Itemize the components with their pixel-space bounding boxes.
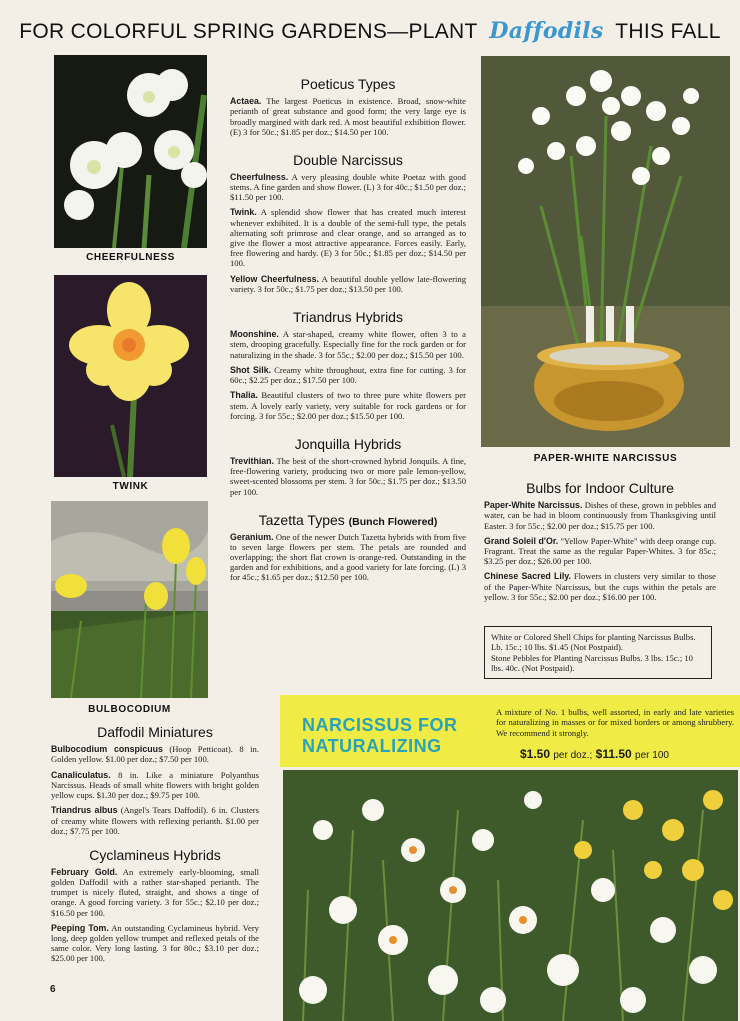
middle-column [230, 76, 466, 588]
twink-photo [54, 275, 207, 477]
header-title-right: THIS FALL [615, 20, 721, 43]
stone-pebbles-text: Stone Pebbles for Planting Narcissus Bulbs. 3 lbs. 15c.; 10 lbs. 40c. (Not Postpaid). [491, 652, 693, 673]
tazetta-entry-geranium: Geranium. One of the newer Dutch Tazetta hybrids with from five to seven large flowers per stem. The petals are rounded and overlapping; the short flat crown is orange-red. Outstanding in the garden and for exhibitions, and a good variety for late forcing. (L) 3 for 45c.; $1.65 per doz.; $12.50 per 100. [230, 531, 466, 583]
header-title-left: FOR COLORFUL SPRING GARDENS—PLANT [19, 20, 478, 43]
indoor-entry-paper-white: Paper-White Narcissus. Dishes of these, grown in pebbles and water, can be had in bloom continuously from Thanksgiving until Easter. 3 for 55c.; $2.00 per doz.; $15.75 per 100. [484, 500, 717, 531]
triandrus-heading: Triandrus Hybrids [293, 309, 403, 326]
paper-white-photo [481, 56, 730, 447]
cyclamineus-entry-february-gold: February Gold. An extremely early-blooming, small golden Daffodil with a rather star-shaped perianth. The trumpet is nicely fluted, straight, and shows a tinge of orange. A good forcing variety. 3 for 55c.; $2.10 per doz.; $16.50 per 100. [51, 866, 259, 918]
tazetta-heading: Tazetta Types (Bunch Flowered) [258, 511, 438, 528]
twink-caption: TWINK [112, 481, 149, 492]
naturalizing-photo [283, 770, 738, 1021]
miniatures-heading: Daffodil Miniatures [97, 724, 213, 740]
miniature-entry-canaliculatus: Canaliculatus. 8 in. Like a miniature Polyanthus Narcissus. Heads of small white flowers with bright golden yellow cups. $1.30 per doz.; $9.75 per 100. [51, 769, 259, 801]
page-number: 6 [50, 984, 56, 995]
miniature-entry-triandrus-albus: Triandrus albus (Angel's Tears Daffodil). 6 in. Clusters of creamy white flowers with reflexing perianth. $1.00 per doz.; $7.75 per 100. [51, 805, 259, 836]
indoor-entry-soleil-dor: Grand Soleil d'Or. "Yellow Paper-White" with deep orange cup. Fragrant. Treat the same as the regular Paper-Whites. 3 for 85c.; $3.25 per doz.; $26.00 per 100. [484, 535, 716, 567]
miniature-entry-bulbocodium: Bulbocodium conspicuus (Hoop Petticoat). 8 in. Golden yellow. $1.00 per doz.; $7.50 per 100. [51, 744, 259, 765]
indoor-culture-column [484, 480, 716, 607]
paper-white-caption: PAPER-WHITE NARCISSUS [533, 453, 678, 464]
left-column [51, 724, 259, 969]
naturalizing-title: NARCISSUS FOR NATURALIZING [302, 715, 458, 756]
indoor-culture-heading: Bulbs for Indoor Culture [526, 480, 674, 496]
poeticus-entry-actaea: Actaea. The largest Poeticus in existence. Broad, snow-white perianth of great substance and good form; the very large eye is broadly margined with dark red. A most beautiful exhibition flower. (E) 3 for 50c.; $1.85 per doz.; $14.50 per 100. [230, 96, 466, 137]
header-title-script: Daffodils [489, 18, 604, 44]
naturalizing-banner [280, 695, 740, 767]
cyclamineus-entry-peeping-tom: Peeping Tom. An outstanding Cyclamineus hybrid. Very long, deep golden yellow trumpet and reflexed petals of the same color. Very long lasting. 3 for 80c.; $3.10 per doz.; $25.00 per 100. [51, 922, 259, 964]
naturalizing-price: $1.50 per doz.; $11.50 per 100 [520, 747, 669, 761]
double-entry-twink: Twink. A splendid show flower that has created much interest whenever exhibited. It is a double of the semi-full type, the petals alternating soft primrose and clear orange, and so arranged as to give the flower a most attractive appearance. Forces easily. Early, free flowering and hardy. (E) 3 for 50c.; $1.85 per doz.; $14.50 per 100. [230, 207, 466, 269]
shell-chips-box [484, 626, 712, 679]
triandrus-entry-thalia: Thalia. Beautiful clusters of two to three pure white flowers per stem. A lovely early variety, very suitable for rock gardens or for forcing. 3 for 55c.; $2.00 per doz.; $15.50 per 100. [230, 390, 466, 421]
cyclamineus-heading: Cyclamineus Hybrids [89, 846, 221, 863]
triandrus-entry-moonshine: Moonshine. A star-shaped, creamy white flower, often 3 to a stem, drooping gracefully. Especially fine for the rock garden or for naturalizing in the shade. 3 for 55c.; $2.00 per doz.; $15.50 per 100. [230, 329, 466, 360]
double-entry-yellow-cheerfulness: Yellow Cheerfulness. A beautiful double yellow late-flowering variety. 3 for 50c.; $1.75 per doz.; $13.50 per 100. [230, 273, 466, 294]
triandrus-entry-shot-silk: Shot Silk. Creamy white throughout, extra fine for cutting. 3 for 60c.; $2.25 per doz.; $17.50 per 100. [230, 364, 466, 386]
bulbocodium-caption: BULBOCODIUM [88, 704, 171, 715]
bulbocodium-photo [51, 501, 208, 698]
indoor-entry-chinese-sacred-lily: Chinese Sacred Lily. Flowers in clusters very similar to those of the Paper-White Narcissus, but the cups within the petals are yellow. 3 for 55c.; $2.00 per doz.; $16.00 per 100. [484, 571, 716, 602]
naturalizing-description: A mixture of No. 1 bulbs, well assorted, in early and late varieties for naturalizing in masses or for mixed borders or among shrubbery. We recommend it strongly. [496, 707, 734, 738]
shell-chips-text: White or Colored Shell Chips for planting Narcissus Bulbs. Lb. 15c.; 10 lbs. $1.45 (Not Postpaid). [491, 632, 696, 653]
cheerfulness-caption: CHEERFULNESS [86, 252, 175, 263]
page-header [0, 18, 740, 44]
double-entry-cheerfulness: Cheerfulness. A very pleasing double white Poetaz with good stems. A fine garden and show flower. (L) 3 for 40c.; $1.50 per doz.; $11.50 per 100. [230, 171, 466, 203]
cheerfulness-photo [54, 55, 207, 248]
double-narcissus-heading: Double Narcissus [293, 151, 403, 168]
jonquilla-heading: Jonquilla Hybrids [294, 435, 402, 452]
poeticus-heading: Poeticus Types [300, 76, 396, 92]
jonquilla-entry-trevithian: Trevithian. The best of the short-crowned hybrid Jonquils. A fine, free-flowering variety, producing two or more pale lemon-yellow, sweet-scented blossoms per stem. 3 for 50c.; $1.75 per doz.; $13.50 per 100. [230, 455, 466, 497]
